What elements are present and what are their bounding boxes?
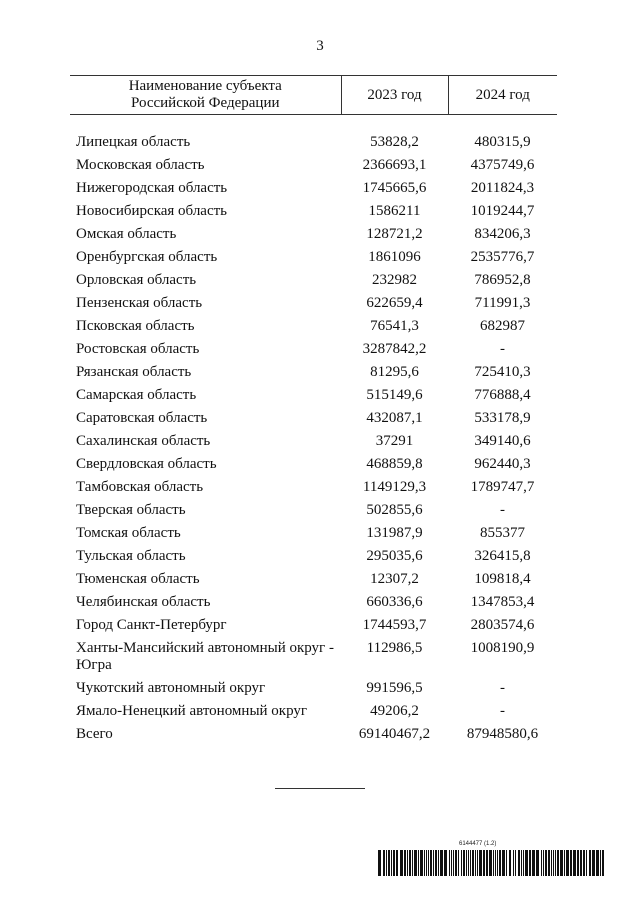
- barcode-bar: [548, 850, 550, 876]
- subject-name-cell: Тульская область: [76, 547, 186, 564]
- table-row: [70, 545, 557, 568]
- value-2024-cell: 326415,8: [474, 547, 531, 564]
- barcode-bar: [472, 850, 474, 876]
- barcode-bar: [577, 850, 579, 876]
- header-year-2024: 2024 год: [448, 76, 557, 115]
- value-2024-cell: 1019244,7: [470, 202, 535, 219]
- barcode-bar: [545, 850, 547, 876]
- value-2023-cell: 76541,3: [370, 317, 419, 334]
- table-row: [70, 200, 557, 223]
- barcode-bar: [477, 850, 478, 876]
- barcode-bar: [560, 850, 563, 876]
- barcode-bar: [458, 850, 459, 876]
- barcode-bar: [438, 850, 439, 876]
- subject-name-cell: Город Санкт-Петербург: [76, 616, 227, 633]
- value-2024-cell: 711991,3: [474, 294, 531, 311]
- barcode-bar: [551, 850, 552, 876]
- subject-name-cell: Чукотский автономный округ: [76, 679, 266, 696]
- value-2024-cell: 4375749,6: [470, 156, 535, 173]
- subjects-table: [70, 75, 557, 746]
- value-2024-cell: 2011824,3: [470, 179, 535, 196]
- barcode-bar: [424, 850, 425, 876]
- barcode-bar: [386, 850, 387, 876]
- barcode-bar: [453, 850, 454, 876]
- table-row: [70, 384, 557, 407]
- barcode-bar: [475, 850, 476, 876]
- barcode-bar: [602, 850, 604, 876]
- value-2024-cell: 682987: [480, 317, 525, 334]
- subject-name-cell: Орловская область: [76, 271, 197, 288]
- value-2023-cell: 295035,6: [366, 547, 423, 564]
- subject-name-cell: Оренбургская область: [76, 248, 218, 265]
- table-row: [70, 677, 557, 700]
- value-2024-cell: 786952,8: [474, 271, 531, 288]
- barcode-label: 6144477 (1.2): [459, 841, 497, 847]
- value-2023-cell: 502855,6: [366, 501, 423, 518]
- subject-name-cell: Тверская область: [76, 501, 186, 518]
- barcode-bar: [412, 850, 413, 876]
- value-2023-cell: 37291: [375, 432, 414, 449]
- barcode-bar: [468, 850, 469, 876]
- barcode-bar: [486, 850, 488, 876]
- subject-name-cell: Всего: [76, 725, 113, 742]
- table-row: [70, 269, 557, 292]
- value-2023-cell: 991596,5: [366, 679, 423, 696]
- barcode-bar: [518, 850, 520, 876]
- subject-name-cell: Сахалинская область: [76, 432, 211, 449]
- barcode-bar: [497, 850, 498, 876]
- barcode-bar: [479, 850, 482, 876]
- barcode-bar: [589, 850, 591, 876]
- barcode-bar: [495, 850, 496, 876]
- subject-name-cell: Липецкая область: [76, 133, 191, 150]
- value-2024-cell: 533178,9: [474, 409, 531, 426]
- barcode-bar: [570, 850, 572, 876]
- barcode-bar: [529, 850, 531, 876]
- value-2024-cell: -: [500, 702, 505, 719]
- barcode-bar: [451, 850, 452, 876]
- table-row: [70, 453, 557, 476]
- barcode-bar: [388, 850, 390, 876]
- value-2024-cell: 480315,9: [474, 133, 531, 150]
- table-row: [70, 407, 557, 430]
- value-2023-cell: 112986,5: [366, 639, 423, 656]
- table-row: [70, 315, 557, 338]
- barcode-bar: [455, 850, 457, 876]
- table-row: [70, 338, 557, 361]
- barcode-bar: [383, 850, 385, 876]
- barcode-bar: [513, 850, 514, 876]
- barcode-bar: [414, 850, 417, 876]
- subject-name-cell: Рязанская область: [76, 363, 192, 380]
- barcode-bar: [515, 850, 516, 876]
- subject-name-cell: Ямало-Ненецкий автономный округ: [76, 702, 308, 719]
- value-2023-cell: 69140467,2: [358, 725, 431, 742]
- table-row: [70, 499, 557, 522]
- subject-name-cell: Пензенская область: [76, 294, 203, 311]
- value-2024-cell: -: [500, 501, 505, 518]
- header-year-2023: 2023 год: [341, 76, 448, 115]
- value-2023-cell: 1745665,6: [362, 179, 427, 196]
- barcode-bar: [509, 850, 511, 876]
- value-2023-cell: 622659,4: [366, 294, 423, 311]
- table-body: [70, 115, 557, 746]
- barcode-bar: [499, 850, 501, 876]
- barcode-bar: [396, 850, 398, 876]
- barcode-bar: [430, 850, 432, 876]
- barcode-bar: [493, 850, 494, 876]
- header-subject-line1: Наименование субъекта: [128, 78, 282, 94]
- subject-name-cell: Саратовская область: [76, 409, 208, 426]
- barcode-bar: [466, 850, 467, 876]
- table-row: [70, 246, 557, 269]
- subject-name-cell: Томская область: [76, 524, 181, 541]
- barcode-bar: [463, 850, 465, 876]
- barcode-bar: [596, 850, 599, 876]
- table-row: [70, 430, 557, 453]
- value-2023-cell: 49206,2: [370, 702, 419, 719]
- subject-name-cell: Ханты-Мансийский автономный округ - Югра: [76, 639, 334, 673]
- value-2023-cell: 131987,9: [366, 524, 423, 541]
- value-2023-cell: 468859,8: [366, 455, 423, 472]
- value-2023-cell: 232982: [372, 271, 417, 288]
- barcode-bar: [586, 850, 587, 876]
- barcode-bar: [532, 850, 535, 876]
- value-2024-cell: 87948580,6: [466, 725, 539, 742]
- barcode-bar: [404, 850, 406, 876]
- barcode-bar: [536, 850, 539, 876]
- footer-divider: [275, 788, 365, 789]
- barcode-bar: [564, 850, 565, 876]
- value-2024-cell: 2803574,6: [470, 616, 535, 633]
- table-row: [70, 568, 557, 591]
- value-2024-cell: 725410,3: [474, 363, 531, 380]
- value-2023-cell: 12307,2: [370, 570, 419, 587]
- barcode-bar: [444, 850, 447, 876]
- table-row: [70, 723, 557, 746]
- subject-name-cell: Московская область: [76, 156, 205, 173]
- value-2023-cell: 2366693,1: [362, 156, 427, 173]
- value-2024-cell: 2535776,7: [470, 248, 535, 265]
- table-row: [70, 177, 557, 200]
- subject-name-cell: Челябинская область: [76, 593, 211, 610]
- barcode-bar: [400, 850, 403, 876]
- table-row: [70, 223, 557, 246]
- header-subject-line2: Российской Федерации: [130, 95, 280, 111]
- value-2024-cell: 1347853,4: [470, 593, 535, 610]
- value-2024-cell: 1008190,9: [470, 639, 535, 656]
- table-row: [70, 131, 557, 154]
- barcode-bar: [483, 850, 485, 876]
- subject-name-cell: Тамбовская область: [76, 478, 204, 495]
- barcode-bar: [378, 850, 381, 876]
- barcode-bar: [470, 850, 471, 876]
- barcode-bar: [440, 850, 443, 876]
- value-2023-cell: 1586211: [368, 202, 421, 219]
- value-2023-cell: 1744593,7: [362, 616, 427, 633]
- table-row: [70, 476, 557, 499]
- table-row: [70, 361, 557, 384]
- subject-name-cell: Омская область: [76, 225, 177, 242]
- barcode-bar: [521, 850, 522, 876]
- value-2023-cell: 515149,6: [366, 386, 423, 403]
- barcode-bar: [583, 850, 585, 876]
- value-2024-cell: 1789747,7: [470, 478, 535, 495]
- value-2024-cell: 349140,6: [474, 432, 531, 449]
- barcode-bar: [566, 850, 569, 876]
- subject-name-cell: Нижегородская область: [76, 179, 228, 196]
- value-2024-cell: 776888,4: [474, 386, 531, 403]
- table-row: [70, 591, 557, 614]
- table-header: [70, 76, 557, 115]
- barcode-bar: [502, 850, 505, 876]
- subject-name-cell: Псковская область: [76, 317, 195, 334]
- barcode-bar: [525, 850, 528, 876]
- value-2023-cell: 660336,6: [366, 593, 423, 610]
- table-row: [70, 292, 557, 315]
- value-2023-cell: 53828,2: [370, 133, 419, 150]
- barcode-bar: [420, 850, 423, 876]
- value-2023-cell: 1149129,3: [362, 478, 427, 495]
- value-2024-cell: 855377: [480, 524, 525, 541]
- header-subject-name: [70, 76, 341, 115]
- page-number: 3: [316, 38, 324, 54]
- barcode-bar: [461, 850, 462, 876]
- barcode-bar: [541, 850, 542, 876]
- barcode-bar: [553, 850, 554, 876]
- barcode-bar: [435, 850, 437, 876]
- value-2024-cell: -: [500, 340, 505, 357]
- barcode-bar: [393, 850, 395, 876]
- barcode-bar: [580, 850, 582, 876]
- subject-name-cell: Тюменская область: [76, 570, 200, 587]
- barcode: [378, 850, 605, 876]
- value-2024-cell: 109818,4: [474, 570, 531, 587]
- table-row: [70, 700, 557, 723]
- barcode-bar: [409, 850, 411, 876]
- value-2023-cell: 3287842,2: [362, 340, 427, 357]
- header-spacer-row: [70, 115, 557, 131]
- table-row: [70, 637, 557, 677]
- subject-name-cell: Свердловская область: [76, 455, 217, 472]
- barcode-bar: [428, 850, 429, 876]
- barcode-bar: [391, 850, 392, 876]
- barcode-bar: [555, 850, 556, 876]
- barcode-bar: [506, 850, 507, 876]
- barcode-bar: [433, 850, 434, 876]
- barcode-bar: [426, 850, 427, 876]
- barcode-bar: [449, 850, 450, 876]
- value-2023-cell: 81295,6: [370, 363, 419, 380]
- barcode-bar: [407, 850, 408, 876]
- subject-name-cell: Новосибирская область: [76, 202, 228, 219]
- value-2023-cell: 1861096: [368, 248, 421, 265]
- subject-name-cell: Ростовская область: [76, 340, 200, 357]
- barcode-bar: [523, 850, 524, 876]
- subject-name-cell: Самарская область: [76, 386, 197, 403]
- barcode-bar: [489, 850, 492, 876]
- barcode-bar: [418, 850, 419, 876]
- barcode-bar: [573, 850, 576, 876]
- value-2023-cell: 432087,1: [366, 409, 423, 426]
- barcode-bar: [600, 850, 601, 876]
- value-2023-cell: 128721,2: [366, 225, 423, 242]
- value-2024-cell: -: [500, 679, 505, 696]
- table-row: [70, 614, 557, 637]
- value-2024-cell: 834206,3: [474, 225, 531, 242]
- barcode-bar: [543, 850, 544, 876]
- table-row: [70, 154, 557, 177]
- table-row: [70, 522, 557, 545]
- value-2024-cell: 962440,3: [474, 455, 531, 472]
- barcode-bar: [592, 850, 595, 876]
- barcode-bar: [557, 850, 559, 876]
